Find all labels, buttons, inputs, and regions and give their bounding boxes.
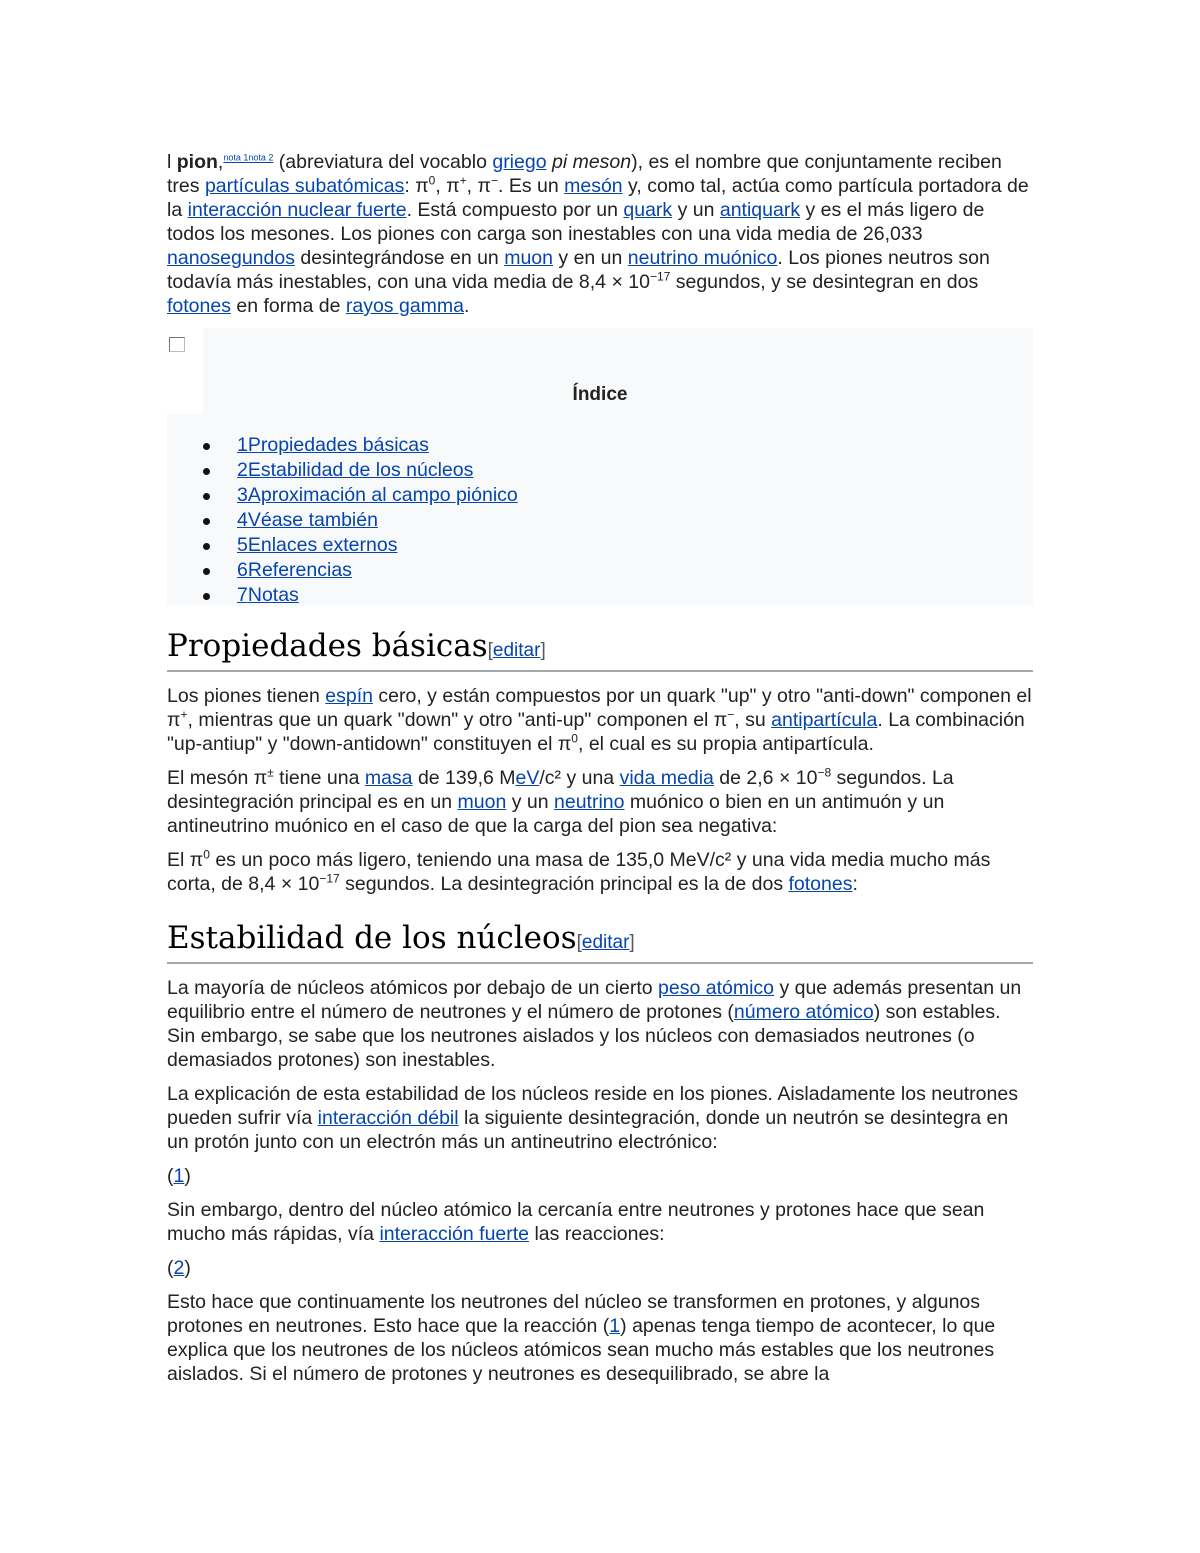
intro-text: y en un — [552, 247, 628, 269]
pi-meson-term: pi meson — [551, 151, 632, 173]
toc-gap — [167, 406, 203, 414]
reference-1-link[interactable]: 1 — [609, 1315, 621, 1337]
heading-text: Estabilidad de los núcleos — [167, 920, 577, 956]
bracket: [ — [576, 932, 582, 953]
link-muon[interactable]: muon — [504, 247, 553, 269]
link-espin[interactable]: espín — [325, 685, 373, 707]
text: tiene una — [273, 767, 365, 789]
intro-text: : π — [404, 175, 429, 197]
toc-toggle-checkbox[interactable] — [169, 337, 185, 352]
paragraph — [167, 976, 1033, 1072]
bracket: ] — [540, 640, 546, 661]
text: Esto hace que continuamente los neutrones del núcleo se transformen en protones, y algunos protones en neutrones. Esto hace que la reacción ( — [167, 1291, 981, 1337]
link-interaccion-fuerte[interactable]: interacción fuerte — [379, 1223, 530, 1245]
toc-link-enlaces[interactable] — [237, 534, 397, 556]
text: El π — [167, 849, 204, 871]
toc-number: 7 — [237, 584, 248, 606]
intro-text: l — [167, 151, 177, 173]
paragraph — [167, 766, 1033, 838]
link-neutrino-muonico[interactable]: neutrino muónico — [627, 247, 778, 269]
edit-section — [577, 932, 635, 953]
toc-number: 1 — [237, 434, 248, 456]
link-fotones[interactable]: fotones — [788, 873, 853, 895]
intro-paragraph — [167, 150, 1033, 318]
link-antiparticula[interactable]: antipartícula — [771, 709, 878, 731]
paragraph — [167, 1082, 1033, 1154]
intro-text: y, como tal, actúa como partícula portadora de la — [167, 175, 1029, 221]
section-heading-propiedades — [167, 628, 1033, 672]
text: segundos. La desintegración principal es en un — [167, 767, 954, 813]
intro-text: (abreviatura del vocablo — [273, 151, 493, 173]
link-neutrino[interactable]: neutrino — [554, 791, 625, 813]
toc-number: 2 — [237, 459, 248, 481]
toc-list — [203, 433, 518, 608]
superscript: −17 — [319, 871, 340, 886]
intro-text: . Está compuesto por un — [406, 199, 624, 221]
table-of-contents — [167, 328, 1033, 606]
link-rayos-gamma[interactable]: rayos gamma — [345, 295, 464, 317]
paragraph — [167, 848, 1033, 896]
text: ) apenas tenga tiempo de acontecer, lo que explica que los neutrones de los núcleos atómicos sean mucho más estables que los neutrones aislados. Si el número de protones y neutrones es desequilibrado, se abre la — [167, 1315, 996, 1385]
intro-text: desintegrándose en un — [294, 247, 505, 269]
paragraph — [167, 684, 1033, 756]
toc-number: 4 — [237, 509, 248, 531]
link-ev[interactable]: eV — [515, 767, 540, 789]
bracket: ) — [184, 1257, 191, 1279]
toc-link-aproximacion[interactable] — [237, 484, 518, 506]
link-masa[interactable]: masa — [364, 767, 413, 789]
heading-text: Propiedades básicas — [167, 628, 488, 664]
text: : — [852, 873, 858, 895]
equation-1-link[interactable]: 1 — [173, 1165, 185, 1187]
toc-item — [203, 458, 518, 483]
toc-label: Enlaces externos — [247, 534, 398, 556]
paragraph — [167, 1198, 1033, 1246]
text: las reacciones: — [529, 1223, 665, 1245]
intro-text: , π — [435, 175, 460, 197]
bracket: ) — [184, 1165, 191, 1187]
toc-number: 6 — [237, 559, 248, 581]
text: la siguiente desintegración, donde un neutrón se desintegra en un protón junto con un electrón más un antineutrino electrónico: — [167, 1107, 1009, 1153]
link-vida-media[interactable]: vida media — [619, 767, 714, 789]
toc-item — [203, 483, 518, 508]
text: , el cual es su propia antipartícula. — [577, 733, 874, 755]
toc-label: Notas — [247, 584, 299, 606]
superscript: − — [727, 707, 735, 722]
edit-link[interactable]: editar — [581, 932, 630, 953]
intro-text: segundos, y se desintegran en dos — [670, 271, 979, 293]
article-term: pion — [176, 151, 218, 173]
superscript: + — [180, 707, 188, 722]
superscript: 0 — [571, 731, 578, 746]
text: /c² y una — [539, 767, 620, 789]
link-numero-atomico[interactable]: número atómico — [733, 1001, 874, 1023]
toc-label: Referencias — [247, 559, 352, 581]
intro-text: y es el más ligero de todos los mesones. Los piones con carga son inestables con una vida media de 26,033 — [167, 199, 985, 245]
link-particulas-subatomicas[interactable]: partículas subatómicas — [204, 175, 405, 197]
text: El mesón π — [167, 767, 268, 789]
text: La mayoría de núcleos atómicos por debajo de un cierto — [167, 977, 659, 999]
text: Sin embargo, dentro del núcleo atómico la cercanía entre neutrones y protones hace que sean mucho más rápidas, vía — [167, 1199, 985, 1245]
text: es un poco más ligero, teniendo una masa de 135,0 MeV/c² y una vida media mucho más corta, de 8,4 × 10 — [167, 849, 991, 895]
superscript: ± — [267, 765, 274, 780]
bracket: ( — [167, 1165, 174, 1187]
text: La explicación de esta estabilidad de los núcleos reside en los piones. Aisladamente los neutrones pueden sufrir vía — [167, 1083, 1018, 1129]
toc-link-referencias[interactable] — [237, 559, 352, 581]
link-muon[interactable]: muon — [457, 791, 507, 813]
edit-section — [488, 640, 546, 661]
superscript: −17 — [649, 269, 671, 284]
link-interaccion-nuclear-fuerte[interactable]: interacción nuclear fuerte — [187, 199, 407, 221]
link-quark[interactable]: quark — [623, 199, 673, 221]
text: , mientras que un quark "down" y otro "anti-up" componen el π — [187, 709, 728, 731]
text: . La combinación "up-antiup" y "down-antidown" constituyen el π — [167, 709, 1025, 755]
toc-label: Estabilidad de los núcleos — [247, 459, 474, 481]
toc-item — [203, 583, 518, 608]
bracket: ] — [629, 932, 635, 953]
text: , su — [734, 709, 772, 731]
intro-text: . Los piones neutros son todavía más inestables, con una vida media de 8,4 × 10 — [167, 247, 990, 293]
equation-2-link[interactable]: 2 — [173, 1257, 185, 1279]
text: y que además presentan un equilibrio entre el número de neutrones y el número de protones ( — [167, 977, 1022, 1023]
intro-text: , — [217, 151, 224, 173]
intro-text: . — [464, 295, 470, 317]
superscript: 0 — [428, 173, 436, 188]
equation-ref-2 — [167, 1256, 1033, 1280]
toc-title: Índice — [572, 384, 628, 405]
toc-label: Véase también — [247, 509, 378, 531]
link-nanosegundos[interactable]: nanosegundos — [167, 247, 295, 269]
link-meson[interactable]: mesón — [564, 175, 623, 197]
toc-link-estabilidad[interactable] — [237, 459, 473, 481]
bracket: ( — [167, 1257, 174, 1279]
toc-label: Aproximación al campo piónico — [247, 484, 518, 506]
superscript: + — [459, 173, 467, 188]
intro-text: ), es el nombre que conjuntamente reciben tres — [167, 151, 1002, 197]
text: muónico o bien en un antimuón y un antineutrino muónico en el caso de que la carga del pion sea negativa: — [167, 791, 945, 837]
bracket: [ — [487, 640, 493, 661]
link-griego[interactable]: griego — [492, 151, 547, 173]
text: Los piones tienen — [167, 685, 326, 707]
edit-link[interactable]: editar — [492, 640, 541, 661]
toc-item — [203, 508, 518, 533]
text: y un — [506, 791, 555, 813]
text: de 139,6 M — [412, 767, 516, 789]
toc-item — [203, 558, 518, 583]
toc-item — [203, 433, 518, 458]
article-content — [167, 150, 1033, 1396]
toc-item — [203, 533, 518, 558]
toc-number: 5 — [237, 534, 248, 556]
toc-number: 3 — [237, 484, 248, 506]
text: ) son estables. Sin embargo, se sabe que los neutrones aislados y los núcleos con demasiados neutrones (o demasiados protones) son inestables. — [167, 1001, 1001, 1071]
notes-link[interactable]: nota 1nota 2 — [223, 152, 274, 163]
superscript: − — [490, 173, 498, 188]
superscript: 0 — [203, 847, 210, 862]
section-heading-estabilidad — [167, 920, 1033, 964]
link-interaccion-debil[interactable]: interacción débil — [317, 1107, 459, 1129]
intro-text: . Es un — [497, 175, 565, 197]
paragraph — [167, 1290, 1033, 1386]
superscript: −8 — [817, 765, 832, 780]
link-peso-atomico[interactable]: peso atómico — [658, 977, 775, 999]
text: cero, y están compuestos por un quark "up" y otro "anti-down" componen el π — [167, 685, 1032, 731]
link-antiquark[interactable]: antiquark — [719, 199, 801, 221]
intro-text: , π — [466, 175, 491, 197]
intro-text: y un — [672, 199, 720, 221]
toc-label: Propiedades básicas — [247, 434, 429, 456]
text: de 2,6 × 10 — [713, 767, 818, 789]
intro-text: en forma de — [230, 295, 346, 317]
toc-link-propiedades[interactable] — [237, 434, 429, 456]
equation-ref-1 — [167, 1164, 1033, 1188]
toc-link-notas[interactable] — [237, 584, 299, 606]
link-fotones[interactable]: fotones — [167, 295, 231, 317]
text: segundos. La desintegración principal es la de dos — [339, 873, 789, 895]
toc-link-vease[interactable] — [237, 509, 378, 531]
